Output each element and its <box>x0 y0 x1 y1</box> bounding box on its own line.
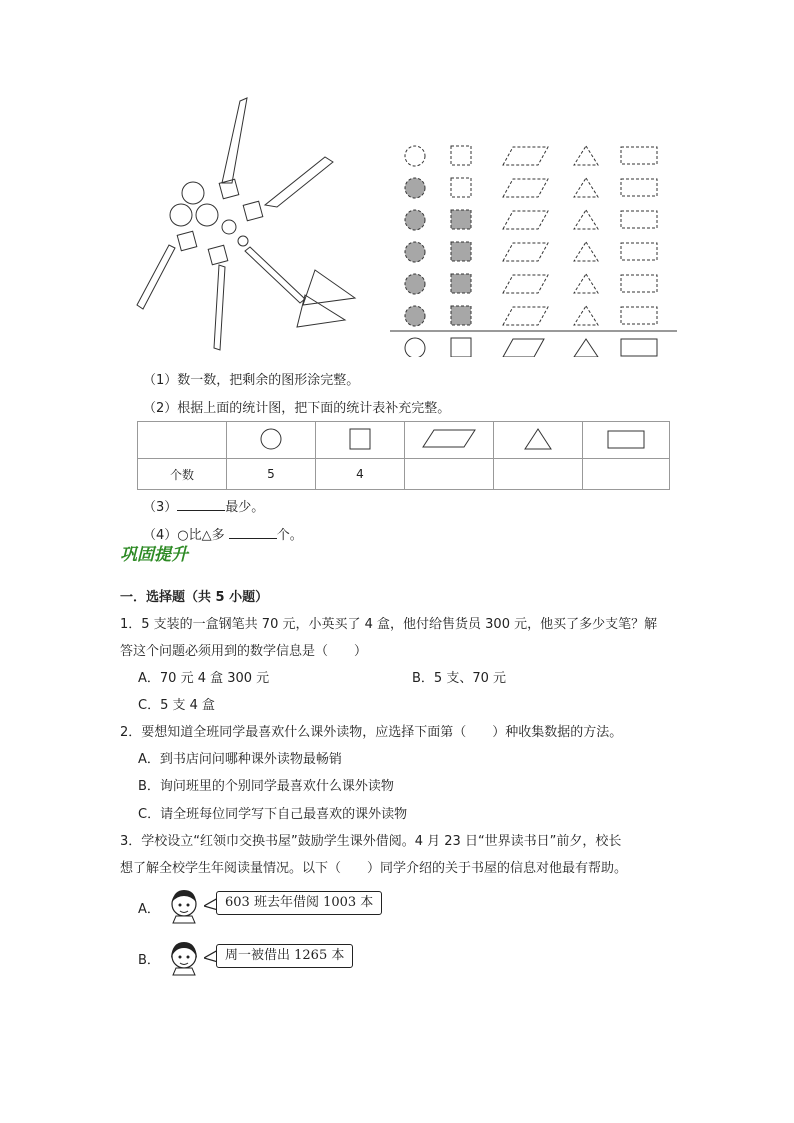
pictograph-square-row6 <box>451 306 471 325</box>
pictograph <box>405 146 657 326</box>
mc1-option-c[interactable]: C．5 支 4 盒 <box>138 698 216 713</box>
pictograph-parallelogram-row3 <box>503 211 548 229</box>
triangle-1 <box>303 270 355 305</box>
triangle-icon <box>523 426 553 452</box>
mc3-stem-line2: 想了解全校学生年阅读量情况。以下（ ）同学介绍的关于书屋的信息对他最有帮助。 <box>120 861 628 876</box>
header-triangle-cell <box>494 422 583 459</box>
mc3-option-a-label[interactable]: A． <box>138 902 160 917</box>
pictograph-circle-row5 <box>405 274 425 294</box>
q4-suffix: 个。 <box>276 528 303 543</box>
square-1 <box>219 179 239 199</box>
header-parallelogram-cell <box>405 422 494 459</box>
circle-icon <box>258 426 284 452</box>
pictograph-rectangle-row2 <box>621 179 657 196</box>
pictograph-triangle-row3 <box>574 210 598 229</box>
q4-answer-blank[interactable] <box>229 526 277 539</box>
square-2 <box>243 201 263 221</box>
pictograph-triangle-row4 <box>574 242 598 261</box>
section-title: 一．选择题（共 5 小题） <box>120 590 269 605</box>
blade-bottom-right <box>245 247 305 303</box>
pictograph-parallelogram-row6 <box>503 307 548 325</box>
header-rectangle-cell <box>583 422 670 459</box>
mc2-stem: 2．要想知道全班同学最喜欢什么课外读物，应选择下面第（ ）种收集数据的方法。 <box>120 725 623 740</box>
blade-left <box>137 245 175 309</box>
square-4 <box>208 245 228 265</box>
pictograph-triangle-row6 <box>574 306 598 325</box>
question-3-line <box>143 496 264 515</box>
speech-bubble-b: 周一被借出 1265 本 <box>216 944 353 968</box>
pictograph-circle-row3 <box>405 210 425 230</box>
q4-prefix: （4）○比△多 <box>143 528 225 543</box>
square-3 <box>177 231 197 251</box>
pictograph-parallelogram-row1 <box>503 147 548 165</box>
blade-bottom <box>214 265 225 350</box>
circle-3 <box>196 204 218 226</box>
consolidate-header: 巩固提升 <box>120 545 188 565</box>
pictograph-rectangle-row4 <box>621 243 657 260</box>
pictograph-parallelogram-row5 <box>503 275 548 293</box>
pictograph-circle-row1 <box>405 146 425 166</box>
speech-bubble-a: 603 班去年借阅 1003 本 <box>216 891 382 915</box>
mc3-stem-line1: 3．学校设立“红领巾交换书屋”鼓励学生课外借阅。4 月 23 日“世界读书日”前夕，校长 <box>120 834 622 849</box>
pictograph-square-row5 <box>451 274 471 293</box>
count-rectangle[interactable] <box>583 459 670 490</box>
student-avatar-a <box>164 884 204 924</box>
table-header-row <box>138 422 670 459</box>
pictograph-triangle-row1 <box>574 146 598 165</box>
pictograph-rectangle-row3 <box>621 211 657 228</box>
pictograph-square-row3 <box>451 210 471 229</box>
question-1-text: （1）数一数，把剩余的图形涂完整。 <box>143 373 360 388</box>
pictograph-square-row1 <box>451 146 471 165</box>
pictograph-triangle-row5 <box>574 274 598 293</box>
mc3-option-b-label[interactable]: B． <box>138 953 160 968</box>
pictograph-circle-row6 <box>405 306 425 326</box>
header-square-cell <box>316 422 405 459</box>
pictograph-circle-row2 <box>405 178 425 198</box>
pictograph-triangle-row2 <box>574 178 598 197</box>
mc1-stem-line2: 答这个问题必须用到的数学信息是（ ） <box>120 644 368 659</box>
count-parallelogram[interactable] <box>405 459 494 490</box>
count-circle[interactable]: 5 <box>227 459 316 490</box>
q3-prefix: （3） <box>143 500 178 515</box>
pictograph-parallelogram-row4 <box>503 243 548 261</box>
pictograph-square-row2 <box>451 178 471 197</box>
pictograph-square-row4 <box>451 242 471 261</box>
shapes-figure <box>135 95 680 357</box>
header-circle-cell <box>227 422 316 459</box>
circle-4 <box>222 220 236 234</box>
count-square[interactable]: 4 <box>316 459 405 490</box>
pictograph-legend <box>405 338 657 357</box>
square-icon <box>347 426 373 452</box>
row-label-cell: 个数 <box>138 459 227 490</box>
parallelogram-icon <box>421 426 477 452</box>
pictograph-parallelogram-row2 <box>503 179 548 197</box>
mc2-option-a[interactable]: A．到书店问问哪种课外读物最畅销 <box>138 752 342 767</box>
mc1-option-b[interactable]: B．5 支、70 元 <box>412 671 506 686</box>
q3-answer-blank[interactable] <box>177 498 225 511</box>
circle-2 <box>170 204 192 226</box>
mc2-option-b[interactable]: B．询问班里的个别同学最喜欢什么课外读物 <box>138 779 394 794</box>
mc1-option-a[interactable]: A．70 元 4 盒 300 元 <box>138 671 270 686</box>
mc1-stem-line1: 1．5 支装的一盒钢笔共 70 元，小英买了 4 盒，他付给售货员 300 元，他买了多少支笔？解 <box>120 617 658 632</box>
statistics-table <box>137 421 670 490</box>
mc2-option-c[interactable]: C．请全班每位同学写下自己最喜欢的课外读物 <box>138 807 408 822</box>
table-corner-cell <box>138 422 227 459</box>
circle-1 <box>182 182 204 204</box>
blade-top <box>222 98 247 183</box>
q3-suffix: 最少。 <box>225 500 265 515</box>
pictograph-circle-row4 <box>405 242 425 262</box>
blade-right <box>265 157 333 207</box>
rectangle-icon <box>606 426 646 452</box>
student-avatar-b <box>164 936 204 976</box>
count-triangle[interactable] <box>494 459 583 490</box>
pictograph-rectangle-row5 <box>621 275 657 292</box>
triangle-2 <box>297 295 345 327</box>
pictograph-rectangle-row6 <box>621 307 657 324</box>
question-2-text: （2）根据上面的统计图，把下面的统计表补充完整。 <box>143 401 451 416</box>
table-count-row <box>138 459 670 490</box>
pictograph-rectangle-row1 <box>621 147 657 164</box>
circle-5 <box>238 236 248 246</box>
